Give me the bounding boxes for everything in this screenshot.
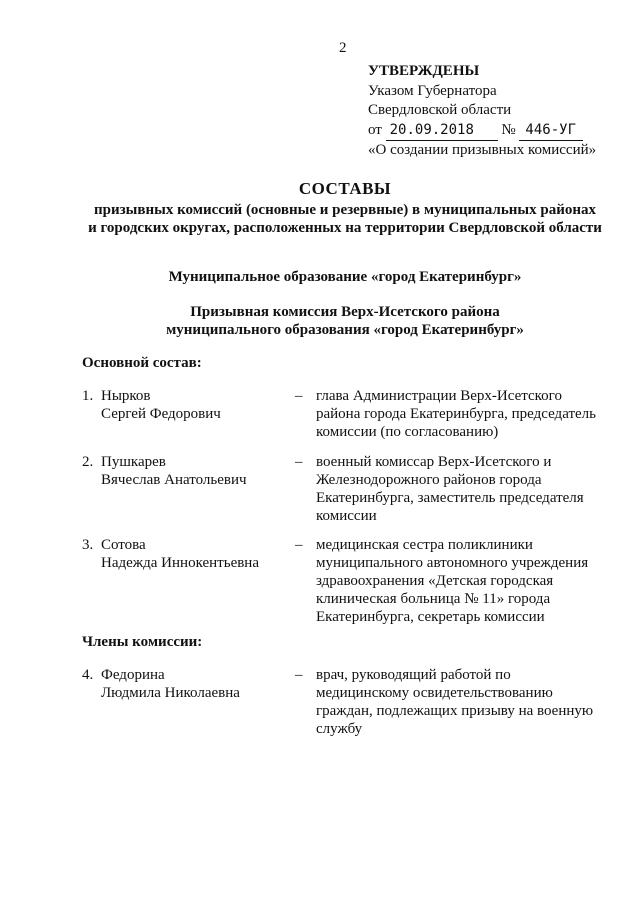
role-line: медицинскому освидетельствованию <box>316 685 553 701</box>
dash-separator: – <box>295 667 303 683</box>
member-role <box>316 387 616 441</box>
approval-date-line <box>368 121 596 142</box>
title-sub-2: и городских округах, расположенных на территории Свердловской области <box>88 220 602 236</box>
member-given-name: Вячеслав Анатольевич <box>101 472 247 488</box>
role-line: глава Администрации Верх-Исетского <box>316 388 562 404</box>
role-line: военный комиссар Верх-Исетского и <box>316 454 552 470</box>
role-line: службу <box>316 721 363 737</box>
member-number: 2. <box>82 454 94 470</box>
member-surname: Федорина <box>101 667 165 683</box>
role-line: Екатеринбурга, секретарь комиссии <box>316 609 545 625</box>
approval-line-1: Указом Губернатора <box>368 82 497 99</box>
role-line: района города Екатеринбурга, председатель <box>316 406 596 422</box>
municipality-heading: Муниципальное образование «город Екатеринбург» <box>168 269 522 285</box>
member-given-name: Людмила Николаевна <box>101 685 240 701</box>
dash-separator: – <box>295 454 303 470</box>
member-name <box>101 387 291 423</box>
member-number: 3. <box>82 537 94 553</box>
role-line: врач, руководящий работой по <box>316 667 511 683</box>
role-line: здравоохранения «Детская городская <box>316 573 554 589</box>
member-surname: Пушкарев <box>101 454 166 470</box>
decree-title: «О создании призывных комиссий» <box>368 142 597 158</box>
commission-line-1: Призывная комиссия Верх-Исетского района <box>190 304 500 320</box>
role-line: Екатеринбурга, заместитель председателя <box>316 490 584 506</box>
title-sub-1: призывных комиссий (основные и резервные) в муниципальных районах <box>94 202 596 218</box>
dash-separator: – <box>295 537 303 553</box>
approval-heading: УТВЕРЖДЕНЫ <box>368 63 480 79</box>
role-line: муниципального автономного учреждения <box>316 555 589 571</box>
member-role <box>316 666 616 738</box>
member-role <box>316 536 616 626</box>
member-number: 1. <box>82 388 94 404</box>
section-main-label: Основной состав: <box>82 355 202 371</box>
member-name <box>101 536 291 572</box>
title-main: СОСТАВЫ <box>298 179 392 198</box>
approval-line-2: Свердловской области <box>368 102 512 118</box>
dash-separator: – <box>295 388 303 404</box>
number-prefix: № <box>501 121 516 138</box>
member-surname: Нырков <box>101 388 151 404</box>
role-line: Железнодорожного районов города <box>316 472 542 488</box>
decree-date: 20.09.2018 <box>386 121 498 142</box>
document-title <box>0 179 640 237</box>
approval-stamp <box>368 62 596 161</box>
member-given-name: Сергей Федорович <box>101 406 221 422</box>
page-number: 2 <box>339 40 347 56</box>
member-number: 4. <box>82 667 94 683</box>
role-line: медицинская сестра поликлиники <box>316 537 533 553</box>
date-prefix: от <box>368 121 382 138</box>
member-given-name: Надежда Иннокентьевна <box>101 555 259 571</box>
commission-line-2: муниципального образования «город Екатеринбург» <box>166 322 524 338</box>
role-line: граждан, подлежащих призыву на военную <box>316 703 594 719</box>
member-surname: Сотова <box>101 537 146 553</box>
section-members-label: Члены комиссии: <box>82 634 203 650</box>
decree-number: 446-УГ <box>519 121 583 142</box>
commission-heading <box>0 303 640 339</box>
member-role <box>316 453 616 525</box>
member-name <box>101 666 291 702</box>
member-name <box>101 453 291 489</box>
role-line: комиссии (по согласованию) <box>316 424 499 440</box>
role-line: комиссии <box>316 508 377 524</box>
role-line: клиническая больница № 11» города <box>316 591 551 607</box>
